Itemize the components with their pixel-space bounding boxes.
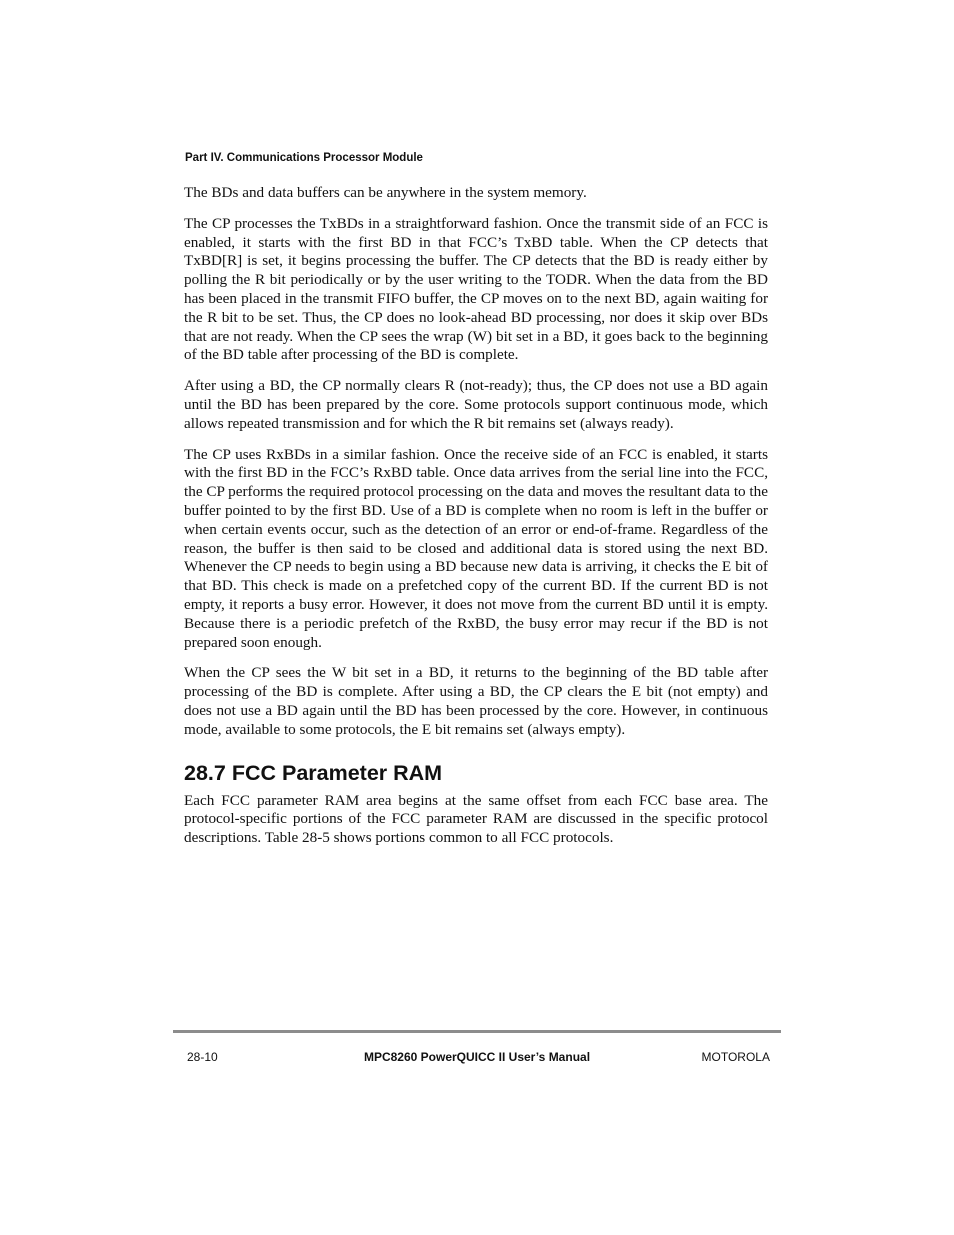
section-heading: 28.7 FCC Parameter RAM xyxy=(184,760,443,785)
paragraph-wrap-bit: When the CP sees the W bit set in a BD, it returns to the beginning of the BD table after processing of the BD is complete. After using a BD, the CP clears the E bit (not empty) and does not use a BD again until the BD has been processed by the core. However, in continuous mode, available to some protocols, the E bit remains set (always empty). xyxy=(184,664,768,738)
page-content xyxy=(184,184,768,860)
vendor-name: MOTOROLA xyxy=(701,1050,770,1064)
manual-title: MPC8260 PowerQUICC II User’s Manual xyxy=(363,1050,591,1064)
page-number: 28-10 xyxy=(187,1050,218,1064)
paragraph-rxbd-processing: The CP uses RxBDs in a similar fashion. Once the receive side of an FCC is enabled, it starts with the first BD in the FCC’s RxBD table. Once data arrives from the serial line into the FCC, the CP performs the required protocol processing on the data and moves the resultant data to the buffer pointed to by the first BD. Use of a BD is complete when no room is left in the buffer or when certain events occur, such as the detection of an error or end-of-frame. Regardless of the reason, the buffer is then said to be closed and additional data is stored using the next BD. Whenever the CP needs to begin using a BD because new data is arriving, it checks the E bit of that BD. This check is made on a prefetched copy of the current BD. If the current BD is not empty, it reports a busy error. However, it does not move from the current BD until it is empty. Because there is a periodic prefetch of the RxBD, the busy error may recur if the BD is not prepared soon enough. xyxy=(184,445,768,651)
footer-divider xyxy=(173,1030,781,1033)
paragraph-bd-location: The BDs and data buffers can be anywhere in the system memory. xyxy=(184,184,587,201)
paragraph-txbd-processing: The CP processes the TxBDs in a straightforward fashion. Once the transmit side of an FCC is enabled, it starts with the first BD in that FCC’s TxBD table. When the CP detects that TxBD[R] is set, it begins processing the buffer. The CP detects that the BD is ready either by polling the R bit periodically or by the user writing to the TODR. When the data from the BD has been placed in the transmit FIFO buffer, the CP moves on to the next BD, again waiting for the R bit to be set. Thus, the CP does no look-ahead BD processing, nor does it skip over BDs that are not ready. When the CP sees the wrap (W) bit set in a BD, it goes back to the beginning of the BD table after processing of the BD is complete. xyxy=(184,214,768,364)
paragraph-ready-bit: After using a BD, the CP normally clears R (not-ready); thus, the CP does not use a BD again until the BD has been prepared by the core. Some protocols support continuous mode, which allows repeated transmission and for which the R bit remains set (always ready). xyxy=(184,377,768,432)
running-header: Part IV. Communications Processor Module xyxy=(185,152,423,164)
paragraph-parameter-ram: Each FCC parameter RAM area begins at the same offset from each FCC base area. The protocol-specific portions of the FCC parameter RAM are discussed in the specific protocol descriptions. Table 28-5 shows portions common to all FCC protocols. xyxy=(184,791,768,847)
